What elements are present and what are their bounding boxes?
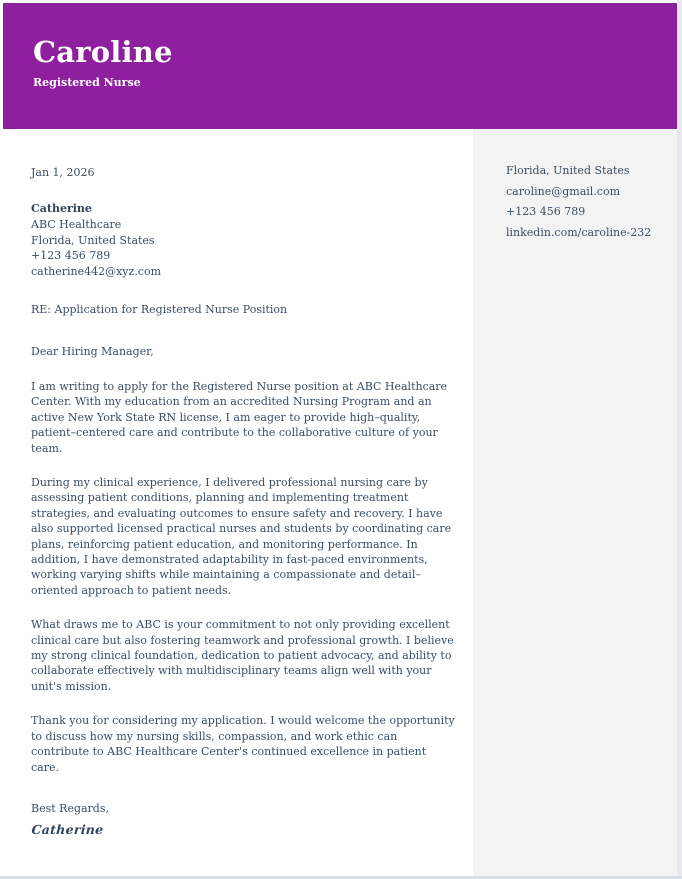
salutation: Dear Hiring Manager, — [31, 344, 154, 358]
contact-phone: +123 456 789 — [506, 205, 586, 218]
recipient-company: ABC Healthcare — [31, 217, 122, 231]
contact-email: caroline@gmail.com — [506, 184, 621, 198]
recipient-block — [31, 201, 455, 280]
recipient-name: Catherine — [31, 202, 92, 215]
candidate-name: Caroline — [33, 35, 173, 69]
letter-date: Jan 1, 2026 — [31, 166, 95, 179]
letter-header-banner — [3, 3, 677, 129]
recipient-phone: +123 456 789 — [31, 249, 111, 263]
contact-location: Florida, United States — [506, 164, 630, 177]
page-right-edge — [677, 0, 682, 879]
subject-line: RE: Application for Registered Nurse Position — [31, 302, 288, 316]
candidate-role: Registered Nurse — [33, 76, 141, 90]
recipient-location: Florida, United States — [31, 233, 155, 247]
contact-linkedin: linkedin.com/caroline-232 — [506, 225, 652, 239]
letter-paragraph: During my clinical experience, I delivered professional nursing care by assessing patient conditions, planning and implementing treatment strategies, and evaluating outcomes to ensure safety and recovery. I have also supported licensed practical nurses and students by coordinating care plans, reinforcing patient education, and monitoring performance. In addition, I have demonstrated adaptability in fast-paced environments, working varying shifts while maintaining a compassionate and detail–oriented approach to patient needs. — [31, 476, 452, 597]
signature: Catherine — [31, 821, 105, 837]
closing-line: Best Regards, — [31, 801, 109, 815]
letter-paragraph: What draws me to ABC is your commitment to not only providing excellent clinical care but also fostering teamwork and professional growth. I believe my strong clinical foundation, dedication to patient advocacy, and ability to collaborate effectively with multidisciplinary teams align well with your unit's mission. — [31, 618, 454, 693]
recipient-email: catherine442@xyz.com — [31, 265, 162, 279]
letter-body — [0, 129, 473, 876]
contact-sidebar — [473, 129, 677, 876]
letter-paragraph: Thank you for considering my application. I would welcome the opportunity to discuss how my nursing skills, compassion, and work ethic can contribute to ABC Healthcare Center's continued excellence in patient care. — [31, 714, 455, 774]
letter-paragraph: I am writing to apply for the Registered Nurse position at ABC Healthcare Center. With my education from an accredited Nursing Program and an active New York State RN license, I am eager to provide high–quality, patient–centered care and contribute to the collaborative culture of your team. — [31, 379, 448, 455]
